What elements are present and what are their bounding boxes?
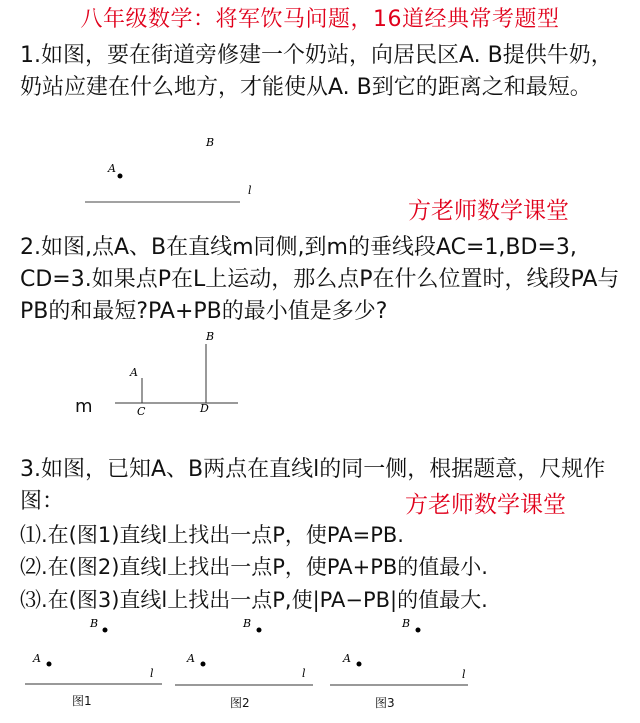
question-3-item-2: ⑵.在(图2)直线l上找出一点P，使PA+PB的值最小. bbox=[20, 555, 488, 579]
point-a-label: A bbox=[33, 652, 41, 665]
point-a-dot bbox=[201, 662, 206, 667]
point-a-label: A bbox=[187, 652, 195, 665]
figure-1 bbox=[22, 612, 172, 692]
point-b-label: B bbox=[90, 617, 99, 630]
figure-2-caption: 图2 bbox=[230, 696, 250, 710]
point-b-dot bbox=[103, 628, 108, 633]
page-title: 八年级数学：将军饮马问题，16道经典常考题型 bbox=[80, 7, 560, 32]
figure-1-caption: 图1 bbox=[72, 694, 92, 708]
point-a-dot bbox=[118, 174, 123, 179]
point-a-label: A bbox=[343, 652, 351, 665]
point-a-label: A bbox=[130, 366, 138, 379]
watermark-stamp-2: 方老师数学课堂 bbox=[405, 492, 566, 518]
figure-3-caption: 图3 bbox=[375, 696, 395, 710]
point-a-label: A bbox=[108, 162, 116, 175]
question-3-intro: 3.如图，已知A、B两点在直线l的同一侧，根据题意，尺规作图： bbox=[20, 457, 606, 514]
line-l-label: l bbox=[150, 667, 154, 680]
question-3-item-3: ⑶.在(图3)直线l上找出一点P,使|PA−PB|的值最大. bbox=[20, 588, 488, 612]
point-b-label: B bbox=[206, 330, 215, 343]
point-a-dot bbox=[47, 662, 52, 667]
question-2-text: 2.如图,点A、B在直线m同侧,到m的垂线段AC=1,BD=3, CD=3.如果点P在L上运动，那么点P在什么位置时，线段PA与PB的和最短?PA+PB的最小值是多少? bbox=[20, 235, 620, 324]
question-1-text: 1.如图，要在街道旁修建一个奶站，向居民区A. B提供牛奶，奶站应建在什么地方，才能使从A. B到它的距离之和最短。 bbox=[20, 43, 613, 100]
point-b-label: B bbox=[206, 136, 215, 149]
point-b-label: B bbox=[402, 617, 411, 630]
point-d-label: D bbox=[200, 402, 209, 415]
street-line-label: l bbox=[248, 184, 252, 197]
point-b-label: B bbox=[243, 617, 252, 630]
line-l-label: l bbox=[302, 667, 306, 680]
point-b-dot bbox=[416, 628, 421, 633]
line-l-label: l bbox=[462, 668, 466, 681]
watermark-stamp-1: 方老师数学课堂 bbox=[408, 198, 569, 224]
question-1-figure bbox=[80, 132, 280, 212]
figure-3 bbox=[330, 612, 480, 692]
point-a-dot bbox=[357, 662, 362, 667]
figure-2 bbox=[175, 612, 325, 692]
question-3-item-1: ⑴.在(图1)直线l上找出一点P，使PA=PB. bbox=[20, 523, 404, 547]
line-m-label: m bbox=[75, 396, 93, 417]
point-b-dot bbox=[257, 628, 262, 633]
point-c-label: C bbox=[137, 405, 146, 418]
